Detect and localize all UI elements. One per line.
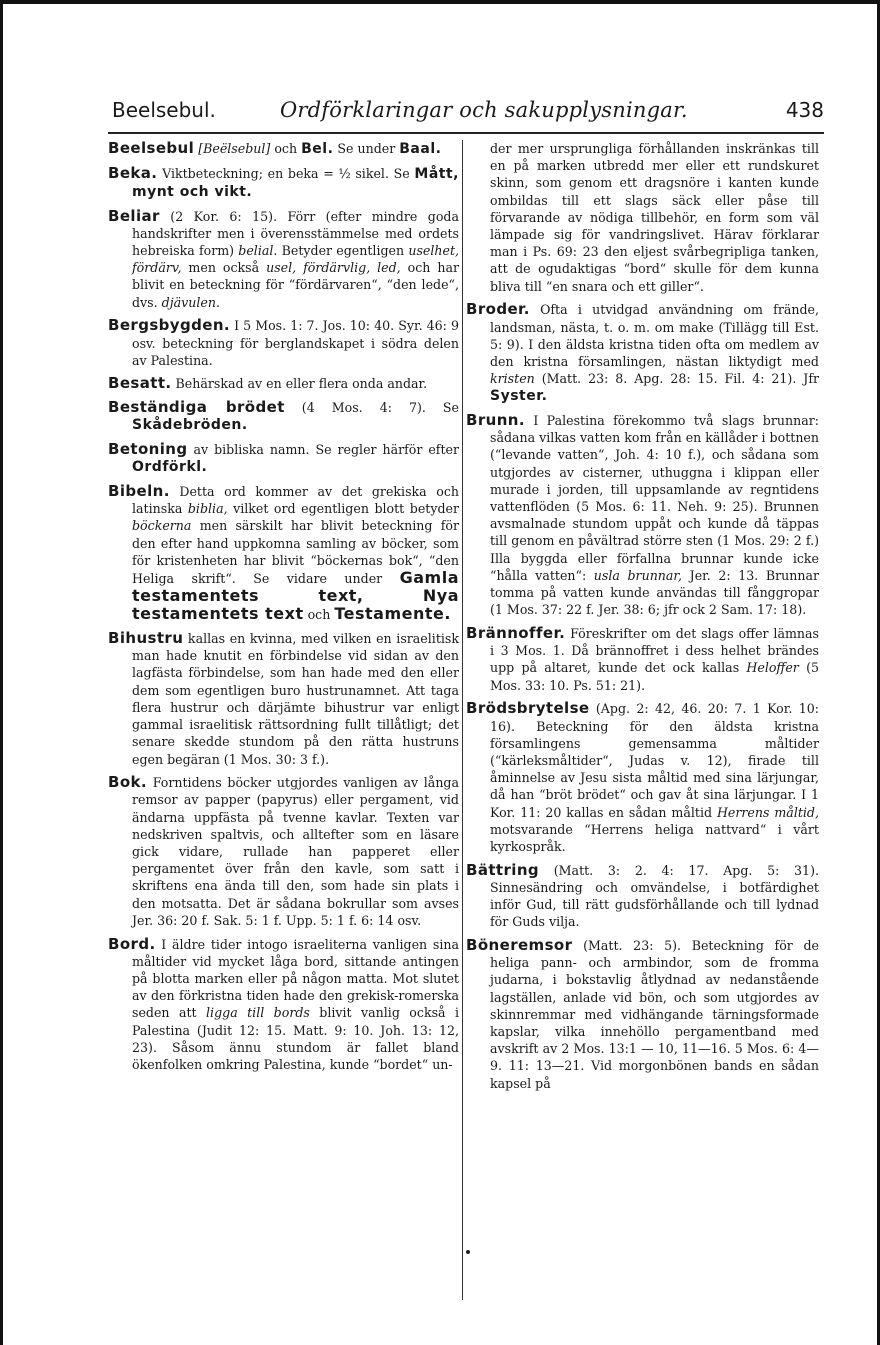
dictionary-entry [108,317,459,369]
entry-text: av bibliska namn. Se regler härför efter [187,442,459,458]
entry-text: Forntidens böcker utgjordes vanligen av långa remsor av papper (papyrus) eller pergament, vid ändarna uppfästa på tvenne kavlar. Texten var nedskriven spaltvis, och alltefter som en läsare gick vidare, rullade han papperet eller pergamentet över från den kavle, som satt i skriftens ena ända till den, som hade sin plats i den motsatta. Det är sådana bokrullar som avses Jer. 36: 20 f. Sak. 5: 1 f. Upp. 5: 1 f. 6: 14 osv. [132,775,459,928]
entry-headword: Broder. [466,300,530,319]
dictionary-entry [108,630,459,768]
dictionary-entry [466,140,819,295]
cross-reference: Syster. [490,388,548,405]
dictionary-entry [466,700,819,855]
entry-text: men särskilt har blivit beteckning för den efter hand uppkomna samling av böcker, som för kristenheten har blivit “böckernas bok“, “den Heliga skrift“. Se vidare under [132,518,459,586]
entry-text: kallas en kvinna, med vilken en israelitisk man hade knutit en förbindelse vid sidan av den lagfästa förbindelse, som han hade med den eller dem som egentligen buro hustrunamnet. Att taga flera hustrur och därjämte bihustrur var enligt gammal israelitisk rättsordning fullt tillåtligt; det senare skedde stundom på den rätta hustruns egen begäran (1 Mos. 30: 3 f.). [132,631,459,767]
entry-text: I äldre tider intogo israeliterna vanligen sina måltider vid mycket låga bord, sittande antingen på blotta marken eller på någon matta. Mot slutet av den förkristna tiden hade den grekisk-romerska seden att [132,936,459,1021]
entry-text: men också [181,260,267,276]
entry-text: Detta ord kommer av det grekiska och latinska [132,483,459,517]
dictionary-entry [108,936,459,1074]
left-column [108,140,459,1080]
entry-headword: Beständiga brödet [108,398,285,417]
cross-reference: Ordförkl. [132,459,208,476]
entry-text: motsvarande “Herrens heliga nattvard“ i vårt kyrkospråk. [490,821,819,854]
entry-text: Ofta i utvidgad användning om frände, landsman, nästa, t. o. m. om make (Tillägg till Est. 5: 9). I den äldsta kristna tiden ofta om medlem av den kristna församlingen, nästan liktydigt med [490,302,819,369]
dictionary-entry [108,140,459,158]
entry-text: (Matt. 23: 5). Beteckning för de heliga pann- och armbindor, som de fromma judarna, i bokstavlig åtlydnad av nedanstående lagställen, anlade vid bön, och som utgjordes av skinnremmar med vidhängande tärningsformade kapslar, vilka innehöllo pergamentband med avskrift av 2 Mos. 13:1 — 10, 11—16. 5 Mos. 6: 4—9. 11: 13—21. Vid morgonbönen bands en sådan kapsel på [490,937,819,1091]
dictionary-entry [108,375,459,392]
dictionary-entry [108,774,459,929]
page-number: 438 [785,98,824,122]
entry-text: och [303,607,335,623]
dictionary-entry [108,165,459,201]
entry-headword: Beliar [108,206,160,225]
page-border-top [0,0,880,4]
dictionary-entry [108,399,459,434]
entry-headword: Brunn. [466,411,525,430]
entry-italic-term: djävulen. [161,294,220,310]
entry-headword: Bättring [466,860,540,879]
entry-text: blivit vanlig också i Palestina (Judit 12: 15. Matt. 9: 10. Joh. 13: 12, 23). Såsom ännu stundom är fallet bland ökenfolken omkring Palestina, kunde “bordet“ un- [132,1005,459,1072]
entry-headword: Betoning [108,440,188,459]
entry-headword: Beelsebul [108,139,195,157]
header-rule [108,132,824,134]
entry-italic-term: biblia, [187,501,228,517]
entry-italic-term: belial. [238,243,278,259]
entry-text: I 5 Mos. 1: 7. Jos. 10: 40. Syr. 46: 9 osv. beteckning för berglandskapet i södra delen av Palestina. [132,318,459,368]
entry-text: Viktbeteckning; en beka = ½ sikel. Se [157,165,415,181]
entry-text: (Matt. 3: 2. 4: 17. Apg. 5: 31). Sinnesändring och omvändelse, i botfärdighet inför Gud, till rätt gudsförhållande och till lydnad för Guds vilja. [490,862,819,930]
header-catchword: Beelsebul. [112,98,216,122]
dictionary-entry [108,483,459,624]
running-header [112,98,824,132]
dictionary-entry [466,301,819,405]
entry-text: och [270,141,302,156]
entry-text: och har blivit en beteckning för “fördärvaren“, “den lede“, dvs. [132,260,459,310]
entry-headword: Brännoffer. [466,623,566,642]
entry-text: Jer. 2: 13. Brunnar tomma på vatten kunde användas till fånggropar (1 Mos. 37: 22 f. Jer. 38: 6; jfr ock 2 Sam. 17: 18). [490,567,819,618]
entry-headword: Brödsbrytelse [466,699,590,718]
dictionary-entry [466,937,819,1092]
cross-reference: Skådebröden. [132,417,248,434]
entry-text: (4 Mos. 4: 7). Se [284,400,459,416]
entry-text: Behärskad av en eller flera onda andar. [171,376,428,392]
entry-text: I Palestina förekommo två slags brunnar: sådana vilkas vatten kom från en källåder i bottnen (“levande vatten“, Joh. 4: 10 f.), och sådana som utgjordes av cisterner, uthuggna i klippan eller murade i jorden, till uppsamlande av regntidens vattenflöden (5 Mos. 6: 11. Neh. 9: 25). Brunnen avsmalnade stundom uppåt och kunde då täppas till genom en påvältrad större sten (1 Mos. 29: 2 f.) Illa byggda eller förfallna brunnar kunde icke “hålla vatten“: [490,413,819,583]
entry-italic-term: ligga till bords [206,1005,310,1021]
cross-reference: Baal. [399,141,442,157]
dictionary-entry [108,208,459,311]
entry-headword: Bihustru [108,629,184,648]
dictionary-entry [466,412,819,618]
dictionary-entry [466,625,819,694]
column-divider [462,140,463,1300]
entry-headword: Bord. [108,934,156,953]
entry-text: (5 Mos. 33: 10. Ps. 51: 21). [490,660,819,693]
entry-italic-term: böckerna [132,518,192,534]
entry-text: (2 Kor. 6: 15). Förr (efter mindre goda handskrifter men i överensstämmelse med ordets hebreiska form) [132,208,459,259]
entry-text: der mer ursprungliga förhållanden inskränkas till en på marken utbredd mer eller ett rundskuret skinn, som genom ett dragsnöre i kanten kunde ombildas till ett slags säck eller påse till förvarande av nödiga tillbehör, en form som väl lämpade sig för vandringslivet. Härav förklarar man i Ps. 69: 23 den eljest svårbegripliga tanken, att de ogudaktigas “bord“ skulle för dem kunna bliva till “en snara och ett giller“. [490,141,819,294]
header-title: Ordförklaringar och sakupplysningar. [280,98,688,122]
entry-headword: Bok. [108,773,148,792]
entry-headword: Bergsbygden. [108,316,231,335]
entry-italic-term: Heloffer [746,660,799,676]
entry-headword: Böneremsor [466,935,573,954]
entry-text: Betyder egentligen [277,243,409,259]
entry-headword: Besatt. [108,374,172,393]
entry-text: Föreskrifter om det slags offer lämnas i 3 Mos. 1. Då brännoffret i dess helhet brändes upp på altaret, kunde det ock kallas [490,625,819,676]
entry-italic-term: usla brunnar, [593,567,683,583]
entry-text: (Matt. 23: 8. Apg. 28: 15. Fil. 4: 21). Jfr [534,371,819,387]
entry-text: Se under [333,141,400,156]
dictionary-entry [108,441,459,476]
entry-italic-term: Herrens måltid, [716,804,819,820]
right-column [466,140,819,1098]
cross-reference: Bel. [301,141,334,157]
entry-text: vilket ord egentligen blott betyder [227,501,459,517]
cross-reference: Mått, mynt och vikt. [132,165,459,200]
dictionary-entry [466,862,819,931]
cross-reference: Testamente. [334,604,451,624]
entry-headword: Bibeln. [108,481,170,500]
cross-reference: Gamla testamentets text, Nya testamentets text [132,567,459,624]
page-border-left [0,0,3,1345]
entry-italic-term: uselhet, fördärv, [132,243,460,276]
entry-text: (Apg. 2: 42, 46. 20: 7. 1 Kor. 10: 16). Beteckning för den äldsta kristna församlingens gemensamma måltider (“kärleksmåltider“, Judas v. 12), firade till åminnelse av Jesu sista måltid med sina lärjungar, då han “bröt brödet“ och gav åt sina lärjungar. I 1 Kor. 11: 20 kallas en sådan måltid [490,701,819,820]
entry-italic-term: usel, fördärvlig, led, [266,260,401,276]
entry-italic-term: [Beëlsebul] [198,141,271,156]
entry-italic-term: kristen [490,371,535,387]
entry-headword: Beka. [108,163,158,182]
stray-dot [466,1250,470,1254]
